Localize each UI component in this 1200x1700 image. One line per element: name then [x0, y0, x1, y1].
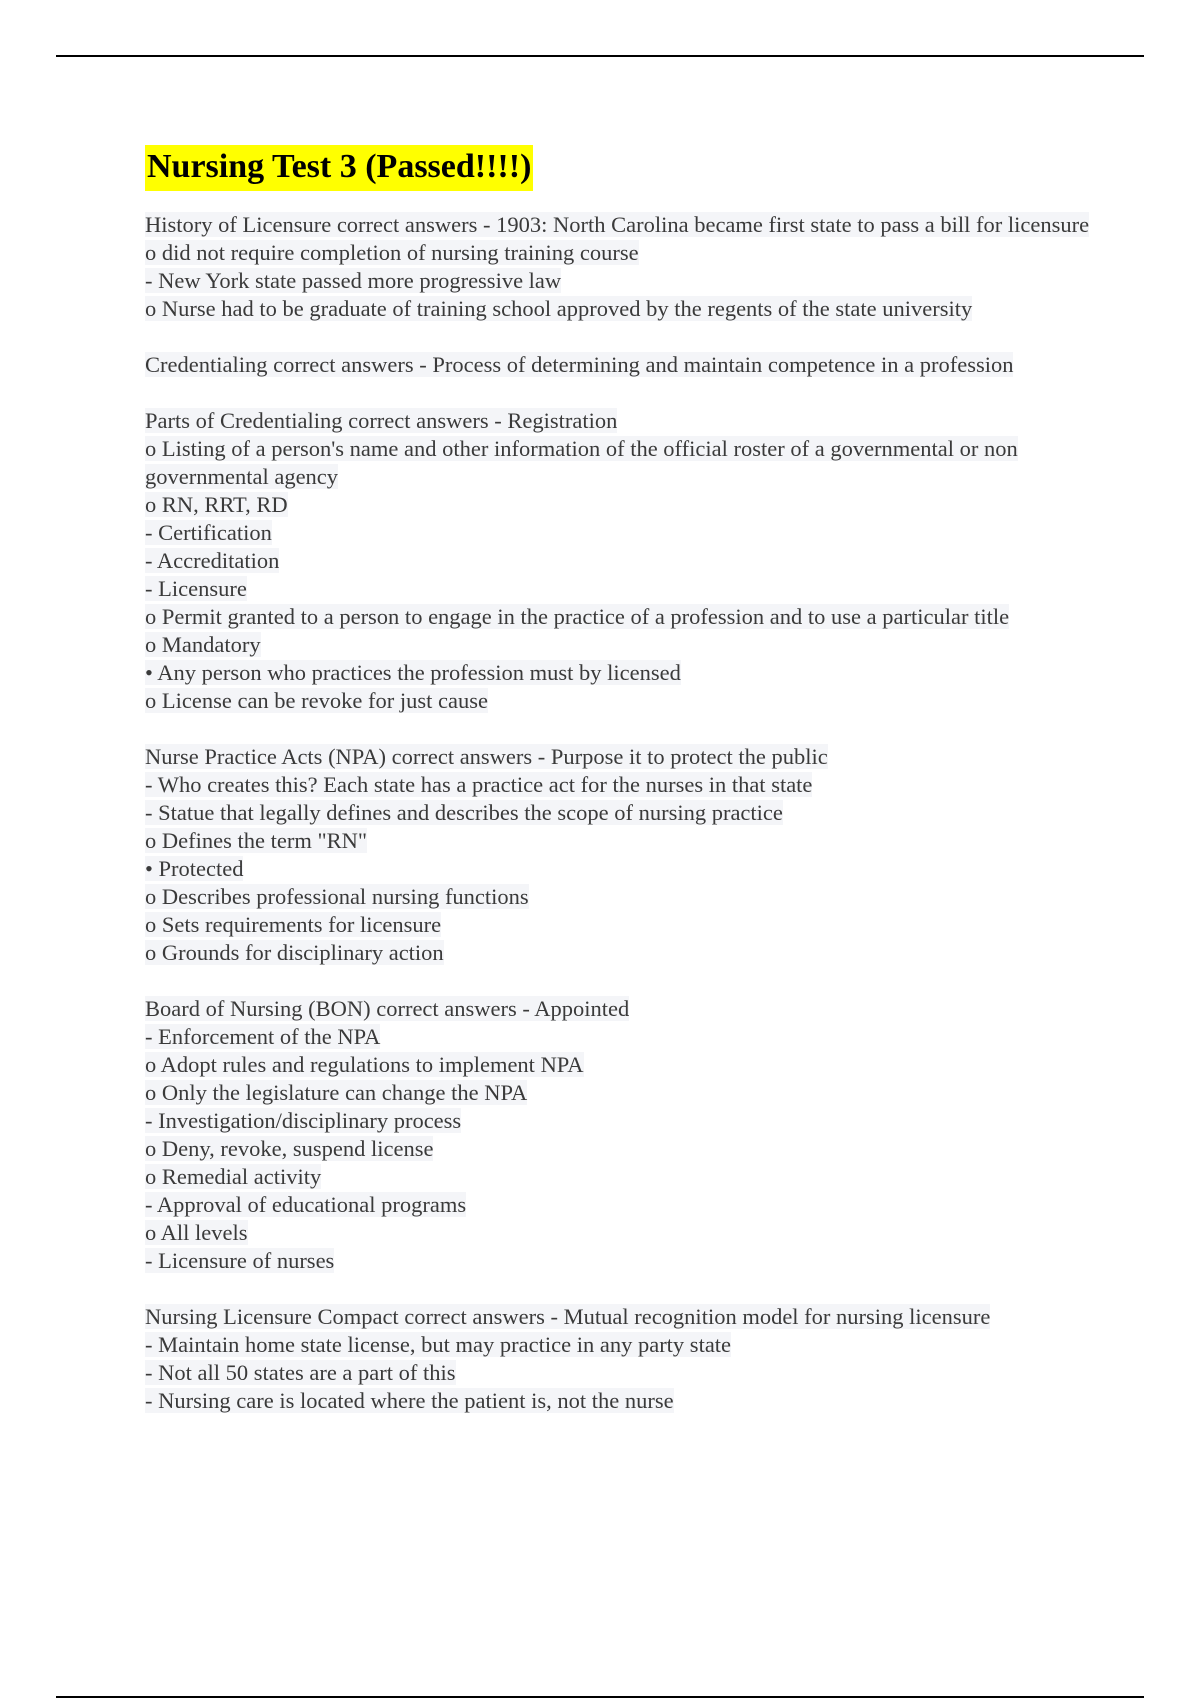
document-body [145, 145, 1105, 1415]
answer-detail-line [145, 1107, 1105, 1135]
line-text: - Accreditation [145, 548, 280, 573]
answer-detail-line [145, 855, 1105, 883]
line-text: - Licensure [145, 576, 247, 601]
line-text: • Protected [145, 856, 244, 881]
line-text: - Licensure of nurses [145, 1248, 335, 1273]
answer-detail-line [145, 659, 1105, 687]
line-text: o RN, RRT, RD [145, 492, 288, 517]
line-text: History of Licensure correct answers - 1903: North Carolina became first state to pass a bill for licensure [145, 212, 1090, 237]
answer-detail-line [145, 267, 1105, 295]
answer-detail-line [145, 1219, 1105, 1247]
line-text: - Statue that legally defines and describes the scope of nursing practice [145, 800, 783, 825]
question-answer-line [145, 1303, 1105, 1331]
answer-detail-line [145, 1023, 1105, 1051]
line-text: o Sets requirements for licensure [145, 912, 442, 937]
answer-detail-line [145, 491, 1105, 519]
line-text: - Maintain home state license, but may practice in any party state [145, 1332, 732, 1357]
answer-detail-line [145, 435, 1105, 491]
line-text: o Permit granted to a person to engage in the practice of a profession and to use a particular title [145, 604, 1010, 629]
line-text: o Adopt rules and regulations to implement NPA [145, 1052, 584, 1077]
answer-detail-line [145, 519, 1105, 547]
line-text: o did not require completion of nursing training course [145, 240, 639, 265]
line-text: Parts of Credentialing correct answers - Registration [145, 408, 618, 433]
answer-detail-line [145, 1191, 1105, 1219]
answer-detail-line [145, 1331, 1105, 1359]
qa-section [145, 743, 1105, 967]
line-text: - Approval of educational programs [145, 1192, 467, 1217]
qa-section [145, 1303, 1105, 1415]
qa-section [145, 351, 1105, 379]
qa-section [145, 995, 1105, 1275]
answer-detail-line [145, 1051, 1105, 1079]
answer-detail-line [145, 1135, 1105, 1163]
line-text: o License can be revoke for just cause [145, 688, 488, 713]
document-title: Nursing Test 3 (Passed!!!!) [145, 145, 533, 191]
answer-detail-line [145, 1247, 1105, 1275]
question-answer-line [145, 743, 1105, 771]
answer-detail-line [145, 575, 1105, 603]
answer-detail-line [145, 295, 1105, 323]
answer-detail-line [145, 547, 1105, 575]
line-text: - Who creates this? Each state has a practice act for the nurses in that state [145, 772, 813, 797]
line-text: Credentialing correct answers - Process of determining and maintain competence in a profession [145, 352, 1014, 377]
question-answer-line [145, 351, 1105, 379]
answer-detail-line [145, 687, 1105, 715]
answer-detail-line [145, 603, 1105, 631]
line-text: o Grounds for disciplinary action [145, 940, 444, 965]
answer-detail-line [145, 1359, 1105, 1387]
answer-detail-line [145, 883, 1105, 911]
line-text: o Only the legislature can change the NPA [145, 1080, 528, 1105]
answer-detail-line [145, 799, 1105, 827]
title-wrapper [145, 145, 1105, 191]
line-text: o Remedial activity [145, 1164, 322, 1189]
line-text: • Any person who practices the profession must by licensed [145, 660, 681, 685]
line-text: - Certification [145, 520, 272, 545]
line-text: - Nursing care is located where the patient is, not the nurse [145, 1388, 674, 1413]
qa-section [145, 407, 1105, 715]
top-rule [56, 55, 1144, 57]
answer-detail-line [145, 827, 1105, 855]
line-text: o Defines the term "RN" [145, 828, 368, 853]
line-text: - New York state passed more progressive law [145, 268, 562, 293]
question-answer-line [145, 407, 1105, 435]
line-text: o Describes professional nursing functions [145, 884, 529, 909]
line-text: - Enforcement of the NPA [145, 1024, 381, 1049]
question-answer-line [145, 211, 1105, 239]
line-text: Board of Nursing (BON) correct answers - Appointed [145, 996, 630, 1021]
line-text: o Listing of a person's name and other information of the official roster of a governmental or non governmental agency [145, 436, 1018, 489]
qa-section [145, 211, 1105, 323]
answer-detail-line [145, 1387, 1105, 1415]
line-text: o Nurse had to be graduate of training school approved by the regents of the state university [145, 296, 973, 321]
answer-detail-line [145, 631, 1105, 659]
line-text: Nursing Licensure Compact correct answers - Mutual recognition model for nursing licensure [145, 1304, 991, 1329]
line-text: Nurse Practice Acts (NPA) correct answers - Purpose it to protect the public [145, 744, 828, 769]
line-text: o Mandatory [145, 632, 261, 657]
answer-detail-line [145, 939, 1105, 967]
line-text: o All levels [145, 1220, 248, 1245]
answer-detail-line [145, 771, 1105, 799]
line-text: - Not all 50 states are a part of this [145, 1360, 456, 1385]
answer-detail-line [145, 1163, 1105, 1191]
answer-detail-line [145, 911, 1105, 939]
question-answer-line [145, 995, 1105, 1023]
answer-detail-line [145, 239, 1105, 267]
line-text: - Investigation/disciplinary process [145, 1108, 462, 1133]
answer-detail-line [145, 1079, 1105, 1107]
sections-container [145, 211, 1105, 1415]
line-text: o Deny, revoke, suspend license [145, 1136, 434, 1161]
bottom-rule [56, 1696, 1144, 1698]
